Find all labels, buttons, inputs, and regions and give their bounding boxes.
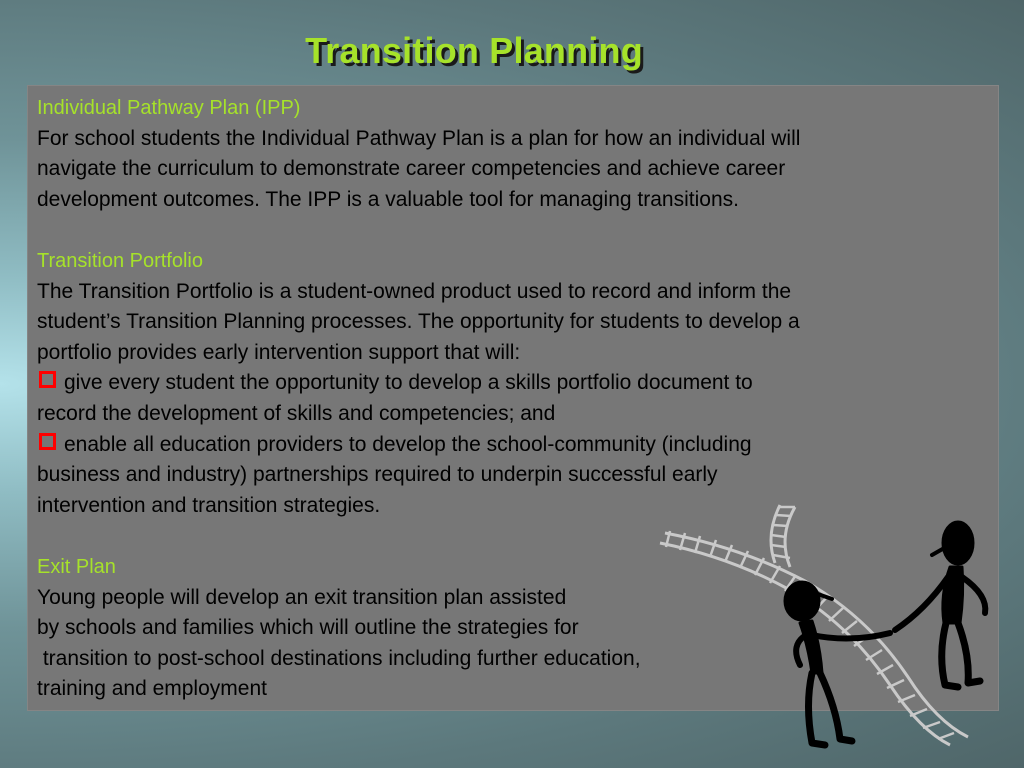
exit-line-2: by schools and families which will outline the strategies for [37,616,579,640]
bullet-item-1 [37,368,985,399]
bullet-1-text: give every student the opportunity to develop a skills portfolio document to [64,371,753,395]
section-heading-portfolio: Transition Portfolio [37,249,203,272]
section-heading-ipp: Individual Pathway Plan (IPP) [37,97,301,119]
ipp-line-3: development outcomes. The IPP is a valuable tool for managing transitions. [37,187,739,211]
child-silhouette-right [895,521,985,687]
bullet-1-continuation: record the development of skills and competencies; and [37,401,556,425]
ipp-line-2: navigate the curriculum to demonstrate career competencies and achieve career [37,157,786,181]
bullet-item-2 [37,430,985,461]
spacer [37,215,985,246]
bullet-2-continuation-2: intervention and transition strategies. [37,493,381,517]
slide-title: Transition Planning [305,30,643,71]
portfolio-line-2: student’s Transition Planning processes. The opportunity for students to develop a [37,310,800,334]
bullet-2-text: enable all education providers to develop the school-community (including [64,432,752,456]
section-heading-exit: Exit Plan [37,555,116,578]
bullet-square-icon [39,371,56,388]
portfolio-line-1: The Transition Portfolio is a student-owned product used to record and inform the [37,279,792,303]
ipp-line-1: For school students the Individual Pathway Plan is a plan for how an individual will [37,126,801,150]
bullet-2-continuation-1: business and industry) partnerships required to underpin successful early [37,463,718,487]
exit-line-1: Young people will develop an exit transition plan assisted [37,585,567,609]
children-on-track-illustration [640,495,1010,760]
exit-line-4: training and employment [37,677,267,701]
exit-line-3: transition to post-school destinations including further education, [37,646,641,670]
bullet-square-icon [39,433,56,450]
portfolio-line-3: portfolio provides early intervention support that will: [37,340,521,364]
